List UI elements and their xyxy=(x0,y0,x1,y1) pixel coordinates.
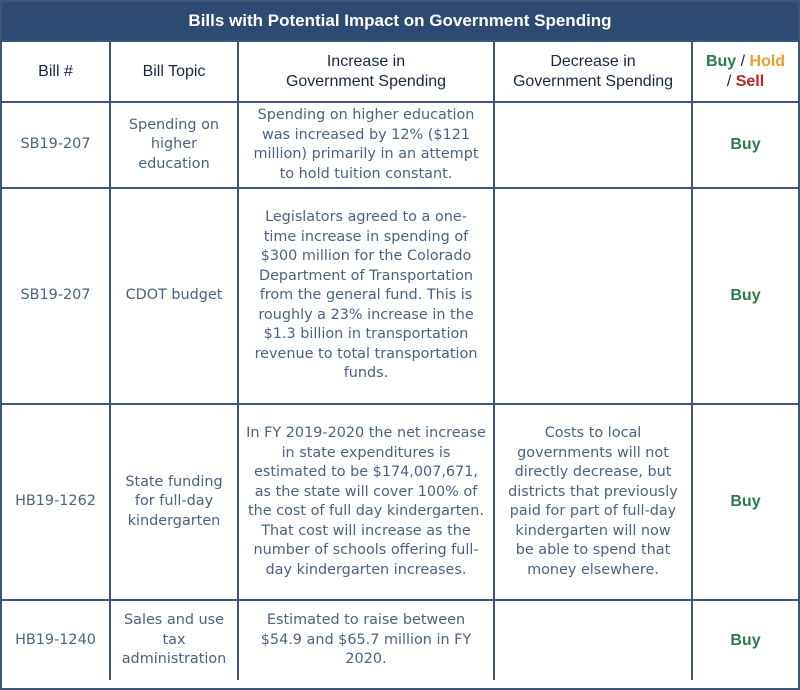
bill-topic: State funding for full-day kindergarten xyxy=(110,404,238,600)
rating-cell: Buy xyxy=(692,102,798,188)
table-row xyxy=(2,102,798,188)
increase-cell: Legislators agreed to a one-time increase in spending of $300 million for the Colorado Department of Transportation from the general fund. This is roughly a 23% increase in the $1.3 billion in transportation revenue to total transportation funds. xyxy=(238,188,494,404)
header-increase xyxy=(238,42,494,102)
increase-cell: In FY 2019-2020 the net increase in state expenditures is estimated to be $174,007,671, as the state will cover 100% of the cost of full day kindergarten. That cost will increase as the number of schools offering full-day kindergarten increases. xyxy=(238,404,494,600)
header-bill-topic: Bill Topic xyxy=(110,42,238,102)
bill-number: SB19-207 xyxy=(2,188,110,404)
header-decrease-line2: Government Spending xyxy=(512,72,674,90)
header-rating-sell: Sell xyxy=(735,72,765,90)
rating-cell: Buy xyxy=(692,600,798,680)
header-increase-line1: Increase in xyxy=(326,52,406,70)
header-bill-number: Bill # xyxy=(2,42,110,102)
table-title: Bills with Potential Impact on Government Spending xyxy=(2,2,798,42)
header-decrease xyxy=(494,42,692,102)
decrease-cell xyxy=(494,188,692,404)
decrease-cell xyxy=(494,600,692,680)
bills-table xyxy=(2,42,798,680)
rating-cell: Buy xyxy=(692,404,798,600)
header-rating-separator: / xyxy=(726,72,736,90)
header-rating-hold: Hold xyxy=(749,52,786,70)
header-rating-buy: Buy xyxy=(705,52,737,70)
bill-topic: Sales and use tax administration xyxy=(110,600,238,680)
header-rating-separator: / xyxy=(736,52,750,70)
header-rating xyxy=(692,42,798,102)
decrease-cell: Costs to local governments will not directly decrease, but districts that previously paid for part of full-day kindergarten will now be able to spend that money elsewhere. xyxy=(494,404,692,600)
header-row xyxy=(2,42,798,102)
bill-number: HB19-1240 xyxy=(2,600,110,680)
header-increase-line2: Government Spending xyxy=(285,72,447,90)
table-row xyxy=(2,600,798,680)
table-row xyxy=(2,404,798,600)
rating-cell: Buy xyxy=(692,188,798,404)
bill-number: SB19-207 xyxy=(2,102,110,188)
bill-topic: CDOT budget xyxy=(110,188,238,404)
bill-number: HB19-1262 xyxy=(2,404,110,600)
bill-topic: Spending on higher education xyxy=(110,102,238,188)
header-decrease-line1: Decrease in xyxy=(550,52,636,70)
increase-cell: Estimated to raise between $54.9 and $65.7 million in FY 2020. xyxy=(238,600,494,680)
decrease-cell xyxy=(494,102,692,188)
table-row xyxy=(2,188,798,404)
increase-cell: Spending on higher education was increased by 12% ($121 million) primarily in an attempt to hold tuition constant. xyxy=(238,102,494,188)
